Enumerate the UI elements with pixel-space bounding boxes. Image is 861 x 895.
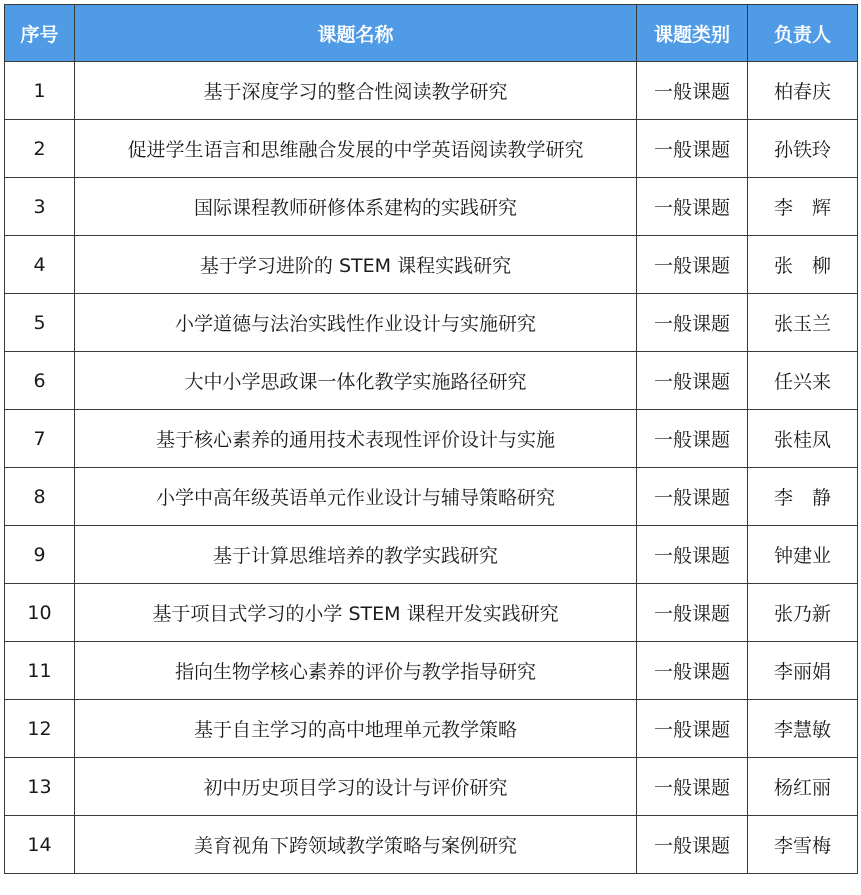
table-row	[5, 294, 858, 352]
table-row	[5, 468, 858, 526]
cell-lead: 李 静	[748, 468, 858, 526]
cell-title: 基于项目式学习的小学 STEM 课程开发实践研究	[75, 584, 637, 642]
header-title: 课题名称	[75, 5, 637, 62]
cell-category: 一般课题	[637, 700, 748, 758]
table-row	[5, 62, 858, 120]
header-lead: 负责人	[748, 5, 858, 62]
cell-category: 一般课题	[637, 468, 748, 526]
cell-lead: 李慧敏	[748, 700, 858, 758]
cell-number: 4	[5, 236, 75, 294]
cell-lead: 柏春庆	[748, 62, 858, 120]
cell-lead: 张乃新	[748, 584, 858, 642]
cell-lead: 孙铁玲	[748, 120, 858, 178]
project-table	[4, 4, 858, 874]
cell-category: 一般课题	[637, 62, 748, 120]
cell-category: 一般课题	[637, 178, 748, 236]
cell-number: 6	[5, 352, 75, 410]
table-row	[5, 526, 858, 584]
cell-lead: 张桂凤	[748, 410, 858, 468]
header-number: 序号	[5, 5, 75, 62]
table-row	[5, 178, 858, 236]
cell-title: 初中历史项目学习的设计与评价研究	[75, 758, 637, 816]
cell-title: 基于计算思维培养的教学实践研究	[75, 526, 637, 584]
cell-lead: 张 柳	[748, 236, 858, 294]
table-row	[5, 642, 858, 700]
cell-category: 一般课题	[637, 236, 748, 294]
table-row	[5, 352, 858, 410]
table-row	[5, 758, 858, 816]
cell-category: 一般课题	[637, 120, 748, 178]
cell-lead: 杨红丽	[748, 758, 858, 816]
cell-title: 基于自主学习的高中地理单元教学策略	[75, 700, 637, 758]
cell-category: 一般课题	[637, 526, 748, 584]
cell-number: 7	[5, 410, 75, 468]
cell-number: 10	[5, 584, 75, 642]
cell-category: 一般课题	[637, 584, 748, 642]
cell-category: 一般课题	[637, 352, 748, 410]
cell-number: 9	[5, 526, 75, 584]
cell-lead: 钟建业	[748, 526, 858, 584]
cell-number: 14	[5, 816, 75, 874]
cell-number: 3	[5, 178, 75, 236]
table-row	[5, 584, 858, 642]
cell-category: 一般课题	[637, 758, 748, 816]
cell-title: 大中小学思政课一体化教学实施路径研究	[75, 352, 637, 410]
cell-category: 一般课题	[637, 294, 748, 352]
cell-title: 美育视角下跨领域教学策略与案例研究	[75, 816, 637, 874]
cell-number: 12	[5, 700, 75, 758]
cell-number: 5	[5, 294, 75, 352]
table-row	[5, 236, 858, 294]
cell-category: 一般课题	[637, 642, 748, 700]
cell-title: 基于深度学习的整合性阅读教学研究	[75, 62, 637, 120]
cell-lead: 任兴来	[748, 352, 858, 410]
cell-title: 小学中高年级英语单元作业设计与辅导策略研究	[75, 468, 637, 526]
cell-number: 2	[5, 120, 75, 178]
cell-category: 一般课题	[637, 816, 748, 874]
cell-title: 基于学习进阶的 STEM 课程实践研究	[75, 236, 637, 294]
table-row	[5, 700, 858, 758]
table-row	[5, 816, 858, 874]
header-category: 课题类别	[637, 5, 748, 62]
cell-number: 1	[5, 62, 75, 120]
cell-lead: 李丽娟	[748, 642, 858, 700]
cell-title: 指向生物学核心素养的评价与教学指导研究	[75, 642, 637, 700]
cell-lead: 李 辉	[748, 178, 858, 236]
cell-lead: 张玉兰	[748, 294, 858, 352]
cell-title: 基于核心素养的通用技术表现性评价设计与实施	[75, 410, 637, 468]
header-row	[5, 5, 858, 62]
cell-number: 13	[5, 758, 75, 816]
cell-lead: 李雪梅	[748, 816, 858, 874]
table-row	[5, 410, 858, 468]
cell-title: 小学道德与法治实践性作业设计与实施研究	[75, 294, 637, 352]
cell-category: 一般课题	[637, 410, 748, 468]
cell-title: 促进学生语言和思维融合发展的中学英语阅读教学研究	[75, 120, 637, 178]
table-row	[5, 120, 858, 178]
cell-title: 国际课程教师研修体系建构的实践研究	[75, 178, 637, 236]
cell-number: 8	[5, 468, 75, 526]
cell-number: 11	[5, 642, 75, 700]
